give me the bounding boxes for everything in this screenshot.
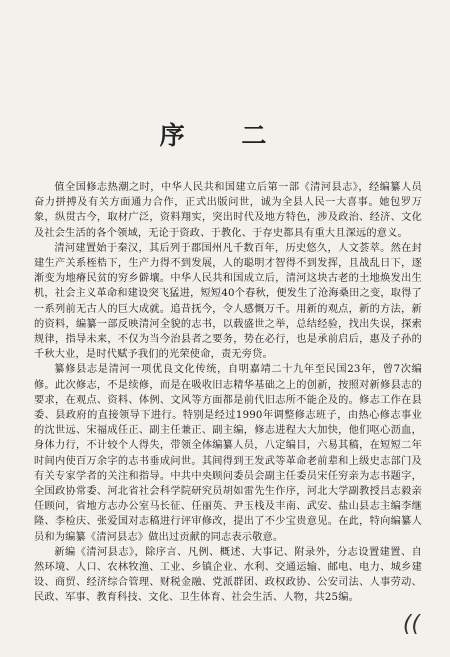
paragraph: 纂修县志是清河一项优良文化传统，自明嘉靖二十九年至民国23年，曾7次编修。此次修志，不是续修，而是在吸收旧志精华基础之上的创新，按照对新修县志的要求，在观点、资料、体例、文风等方面都是前代旧志所不能企及的。修志工作在县委、县政府的直接领导下进行。特别是经过1990年调整修志班子，由热心修志事业的沈世远、宋福成任正、副主任兼正、副主编，修志进程大大加快，他们呕心沥血，身体力行，不计较个人得失，带领全体编纂人员，八定编目，六易其稿，在短短二年时间内使百万余字的志书垂成问世。其间得到王发武等革命老前辈和上级史志部门及有关专家学者的关注和指导。中共中央顾问委员会副主任委员宋任穷亲为志书题字，全国政协常委、河北省社会科学院研究员胡如雷先生作序，河北大学副教授吕志毅亲任顾问，省地方志办公室马长征、任丽英、尹玉栈及丰南、武安、盐山县志主编李继隆、李检庆、张爱国对志稿进行评审修改，提出了不少宝贵意见。在此，特向编纂人员和为编纂《清河县志》做出过贡献的同志表示敬意。 — [34, 364, 422, 543]
body-text — [34, 180, 422, 606]
paragraph: 新编《清河县志》，除序言、凡例、概述、大事记、附录外，分志设置建置、自然环境、人口、农林牧渔、工业、乡镇企业、水利、交通运输、邮电、电力、城乡建设、商贸、经济综合管理、财税金融、党派群团、政权政协、公安司法、人事劳动、民政、军事、教育科技、文化、卫生体育、社会生活、人物，共25编。 — [34, 546, 422, 604]
handwritten-page-mark: (( — [402, 612, 420, 637]
paragraph: 值全国修志热潮之时，中华人民共和国建立后第一部《清河县志》，经编纂人员奋力拼搏及有关方面通力合作，正式出版问世，诚为全县人民一大喜事。她包罗万象，纵贯古今，取材广泛，资料翔实，突出时代及地方特色，涉及政治、经济、文化及社会生活的各个领域，无论于资政、于教化、于存史都具有重大且深远的意义。 — [34, 182, 422, 239]
paragraph: 清河建置始于秦汉，其后列于郡国州凡千数百年，历史悠久，人文荟萃。然在封建生产关系桎梏下，生产力得不到发展，人的聪明才智得不到发挥，且战乱日下，逐渐变为地瘠民贫的穷乡僻壤。中华人民共和国成立后，清河这块古老的土地焕发出生机，社会主义革命和建设突飞猛进，短短40个春秋，便发生了沧海桑田之变，取得了一系列前无古人的巨大成就。追昔抚今，令人感慨万千。用新的观点，新的方法，新的资料，编纂一部反映清河全貌的志书，以载盛世之举，总结经验，找出失误，探索规律，指导未来，不仅为当今治县者之要务，势在必行，也是承前启后，惠及子孙的千秋大业，是时代赋予我们的光荣使命，责无旁贷。 — [34, 242, 422, 361]
page-title: 序 二 — [159, 121, 291, 150]
